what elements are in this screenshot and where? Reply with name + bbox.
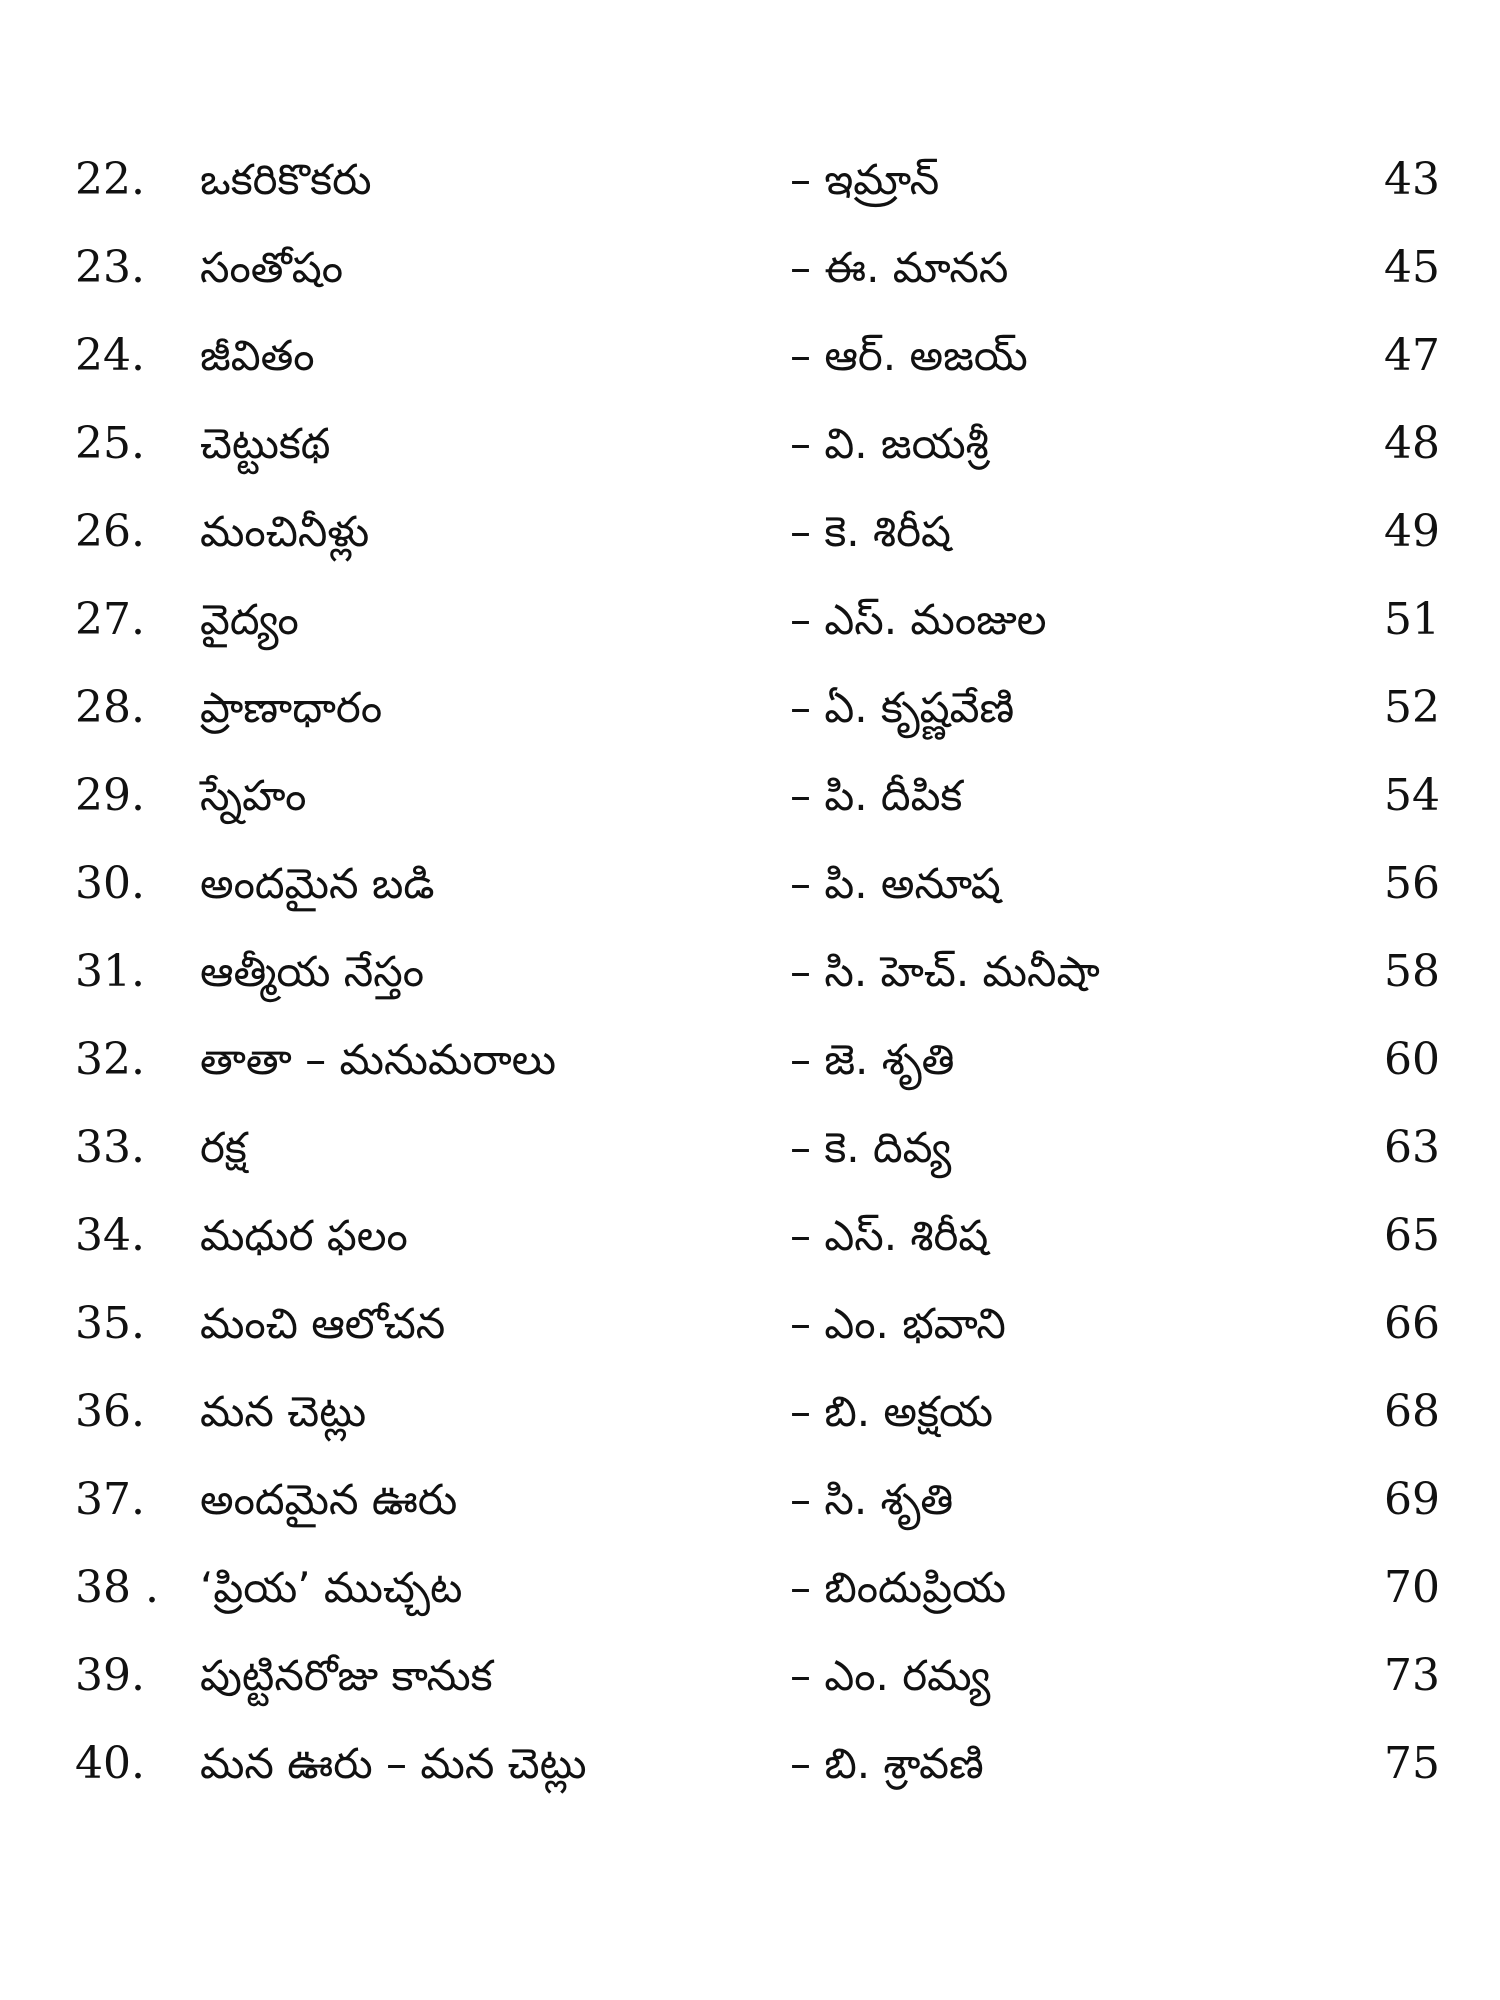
entry-page-number: 52 [1384,682,1440,733]
entry-page-number: 51 [1384,594,1440,645]
entry-author: – జె. శృతి [790,1035,955,1084]
entry-number: 28. [75,682,145,733]
toc-row [0,1284,1500,1364]
entry-title: జీవితం [200,331,315,380]
toc-row [0,492,1500,572]
entry-author: – సి. హెచ్. మనీషా [790,947,1100,996]
entry-author: – ఎస్. మంజుల [790,595,1047,644]
entry-page-number: 65 [1384,1210,1440,1261]
entry-title: స్నేహం [200,771,307,820]
entry-page-number: 54 [1384,770,1440,821]
entry-page-number: 56 [1384,858,1440,909]
toc-row [0,756,1500,836]
entry-author: – పి. దీపిక [790,771,963,820]
entry-title: ‘ప్రియ’ ముచ్చట [200,1563,463,1612]
entry-title: పుట్టినరోజు కానుక [200,1651,493,1700]
entry-page-number: 68 [1384,1386,1440,1437]
entry-title: చెట్టుకథ [200,419,331,468]
toc-row [0,580,1500,660]
toc-row [0,1460,1500,1540]
entry-number: 38 . [75,1562,159,1613]
entry-number: 40. [75,1738,145,1789]
entry-number: 27. [75,594,145,645]
toc-row [0,316,1500,396]
entry-title: అందమైన ఊరు [200,1475,458,1524]
entry-title: సంతోషం [200,243,344,292]
entry-title: మంచినీళ్లు [200,507,370,556]
entry-title: ప్రాణాధారం [200,683,383,732]
toc-row [0,844,1500,924]
entry-number: 29. [75,770,145,821]
entry-author: – బిందుప్రియ [790,1563,1007,1612]
entry-page-number: 45 [1384,242,1440,293]
entry-title: తాతా – మనుమరాలు [200,1035,557,1084]
toc-row [0,1548,1500,1628]
toc-row [0,1196,1500,1276]
toc-row [0,1372,1500,1452]
entry-number: 24. [75,330,145,381]
entry-author: – ఇమ్రాన్ [790,155,940,204]
entry-page-number: 70 [1384,1562,1440,1613]
entry-title: మన ఊరు – మన చెట్లు [200,1739,587,1788]
toc-row [0,228,1500,308]
entry-page-number: 49 [1384,506,1440,557]
entry-page-number: 60 [1384,1034,1440,1085]
entry-author: – బి. శ్రావణి [790,1739,984,1788]
entry-page-number: 43 [1384,154,1440,205]
entry-page-number: 75 [1384,1738,1440,1789]
entry-page-number: 73 [1384,1650,1440,1701]
entry-author: – ఆర్. అజయ్ [790,331,1028,380]
toc-row [0,1724,1500,1804]
entry-number: 32. [75,1034,145,1085]
entry-title: మంచి ఆలోచన [200,1299,446,1348]
toc-row [0,668,1500,748]
toc-row [0,932,1500,1012]
entry-author: – సి. శృతి [790,1475,954,1524]
entry-page-number: 69 [1384,1474,1440,1525]
entry-author: – ఎం. భవాని [790,1299,1006,1348]
entry-number: 30. [75,858,145,909]
entry-page-number: 63 [1384,1122,1440,1173]
entry-author: – కె. దివ్య [790,1123,952,1172]
toc-row [0,1020,1500,1100]
entry-author: – ఎం. రమ్య [790,1651,991,1700]
entry-page-number: 66 [1384,1298,1440,1349]
entry-author: – కె. శిరీష [790,507,951,556]
entry-author: – ఏ. కృష్ణవేణి [790,683,1015,732]
entry-number: 35. [75,1298,145,1349]
toc-row [0,1636,1500,1716]
entry-title: అందమైన బడి [200,859,435,908]
entry-title: వైద్యం [200,595,299,644]
entry-number: 25. [75,418,145,469]
toc-row [0,140,1500,220]
entry-author: – బి. అక్షయ [790,1387,993,1436]
entry-number: 23. [75,242,145,293]
entry-author: – ఈ. మానస [790,243,1009,292]
entry-number: 36. [75,1386,145,1437]
entry-page-number: 47 [1384,330,1440,381]
entry-title: ఆత్మీయ నేస్తం [200,947,425,996]
entry-page-number: 48 [1384,418,1440,469]
entry-number: 34. [75,1210,145,1261]
entry-number: 37. [75,1474,145,1525]
entry-author: – పి. అనూష [790,859,1001,908]
toc-row [0,1108,1500,1188]
entry-title: మధుర ఫలం [200,1211,408,1260]
entry-number: 26. [75,506,145,557]
entry-page-number: 58 [1384,946,1440,997]
entry-number: 31. [75,946,145,997]
entry-title: మన చెట్లు [200,1387,367,1436]
entry-title: రక్ష [200,1123,247,1172]
entry-number: 33. [75,1122,145,1173]
toc-row [0,404,1500,484]
entry-title: ఒకరికొకరు [200,155,372,204]
entry-author: – ఎస్. శిరీష [790,1211,989,1260]
entry-number: 22. [75,154,145,205]
entry-number: 39. [75,1650,145,1701]
entry-author: – వి. జయశ్రీ [790,419,989,468]
